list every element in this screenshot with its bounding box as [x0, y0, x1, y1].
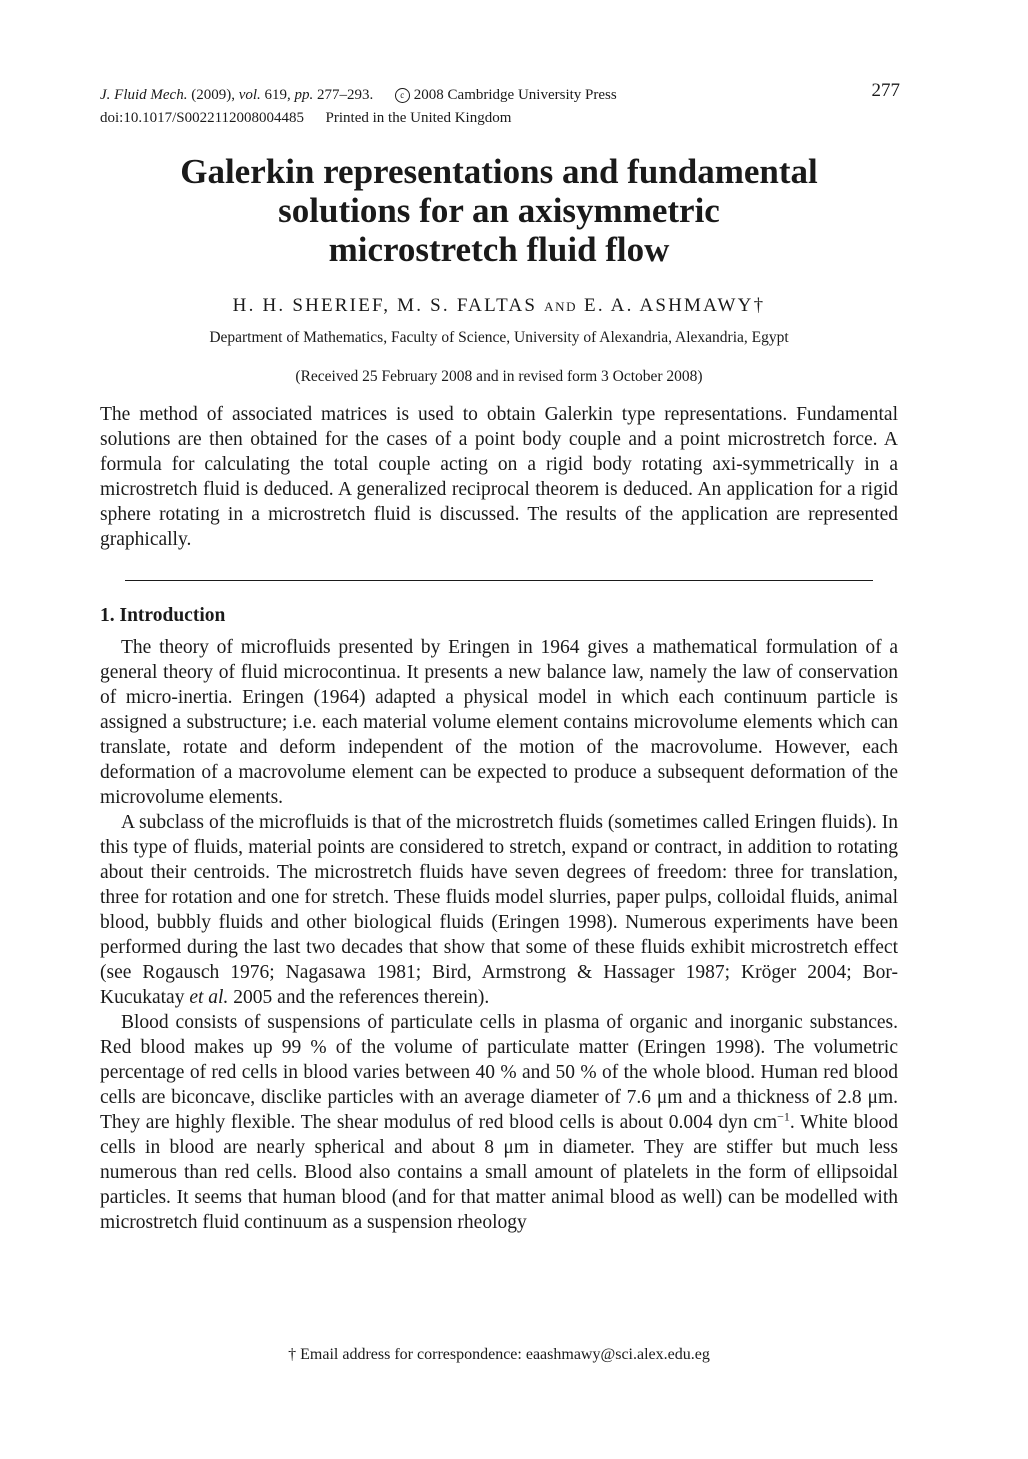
affiliation: Department of Mathematics, Faculty of Science, University of Alexandria, Alexandria, Egypt	[209, 329, 789, 346]
introduction-body	[100, 635, 898, 1235]
paragraph-2	[100, 810, 898, 1010]
paragraph-2-tail: 2005 and the references therein).	[233, 987, 490, 1008]
volume-label: vol.	[238, 87, 261, 103]
doi-text: doi:10.1017/S0022112008004485	[100, 110, 305, 126]
section-heading: 1. Introduction	[100, 605, 226, 626]
title-line-2: solutions for an axisymmetric	[278, 191, 720, 230]
page-range: 277–293.	[317, 87, 374, 103]
paragraph-3-text: Blood consists of suspensions of particulate cells in plasma of organic and inorganic substances. Red blood makes up 99 % of the volume of particulate matter (Eringen 1998). The volumetric percentage of red cells in blood varies between 40 % and 50 % of the whole blood. Human red blood cells are biconcave, disclike particles with an average diameter of 7.6 μm and a thickness of 2.8 μm. They are highly flexible. The shear modulus of red blood cells is about 0.004 dyn cm	[100, 1012, 898, 1133]
unit-exponent: −1	[777, 1109, 790, 1124]
authors-and: AND	[544, 299, 578, 314]
volume-number: 619,	[264, 87, 291, 103]
doi-line	[100, 107, 900, 130]
journal-year: (2009),	[191, 87, 235, 103]
paragraph-2-text: A subclass of the microfluids is that of the microstretch fluids (sometimes called Eringen fluids). In this type of fluids, material points are considered to stretch, expand or contract, in addition to rotating about their centroids. The microstretch fluids have seven degrees of freedom: three for translation, three for rotation and one for stretch. These fluids model slurries, paper pulps, colloidal fluids, animal blood, bubbly fluids and other biological fluids (Eringen 1998). Numerous experiments have been performed during the last two decades that show that some of these fluids exhibit microstretch effect (see Rogausch 1976; Nagasawa 1981; Bird, Armstrong & Hassager 1987; Kröger 2004; Bor-Kucukatay	[100, 812, 898, 1008]
copyright-text: 2008 Cambridge University Press	[413, 87, 617, 103]
paper-title	[100, 152, 898, 269]
printed-text: Printed in the United Kingdom	[325, 110, 512, 126]
et-al: et al.	[189, 987, 229, 1008]
authors-part-2: E. A. ASHMAWY†	[584, 295, 766, 316]
footnote: † Email address for correspondence: eaashmawy@sci.alex.edu.eg	[288, 1346, 710, 1363]
paragraph-3-tail: . White blood cells in blood are nearly spherical and about 8 μm in diameter. They are stiffer but much less numerous than red cells. Blood also contains a small amount of platelets in the form of ellipsoidal particles. It seems that human blood (and for that matter animal blood as well) can be modelled with microstretch fluid continuum as a suspension rheology	[100, 1112, 898, 1233]
journal-name: J. Fluid Mech.	[100, 87, 188, 103]
section-divider	[125, 580, 873, 581]
received-dates: (Received 25 February 2008 and in revised form 3 October 2008)	[295, 368, 703, 385]
paragraph-3	[100, 1010, 898, 1235]
paragraph-1: The theory of microfluids presented by Eringen in 1964 gives a mathematical formulation of a general theory of fluid microcontinua. It presents a new balance law, namely the law of conservation of micro-inertia. Eringen (1964) adapted a physical model in which each continuum particle is assigned a substructure; i.e. each material volume element contains microvolume elements which can translate, rotate and deform independent of the motion of the macrovolume. However, each deformation of a macrovolume element can be expected to produce a subsequent deformation of the microvolume elements.	[100, 637, 898, 808]
journal-header	[100, 84, 900, 130]
copyright-icon: c	[395, 88, 410, 103]
pages-label: pp.	[294, 87, 314, 103]
title-line-1: Galerkin representations and fundamental	[180, 152, 818, 191]
title-line-3: microstretch fluid flow	[328, 230, 670, 269]
authors-part-1: H. H. SHERIEF, M. S. FALTAS	[232, 295, 538, 316]
author-list	[100, 295, 898, 317]
abstract: The method of associated matrices is used to obtain Galerkin type representations. Fundamental solutions are then obtained for the cases of a point body couple and a point microstretch force. A formula for calculating the total couple acting on a rigid body rotating axi-symmetrically in a microstretch fluid is deduced. A generalized reciprocal theorem is deduced. An application for a rigid sphere rotating in a microstretch fluid is discussed. The results of the application are represented graphically.	[100, 404, 898, 550]
page-number: 277	[871, 80, 900, 101]
citation-line	[100, 84, 900, 107]
